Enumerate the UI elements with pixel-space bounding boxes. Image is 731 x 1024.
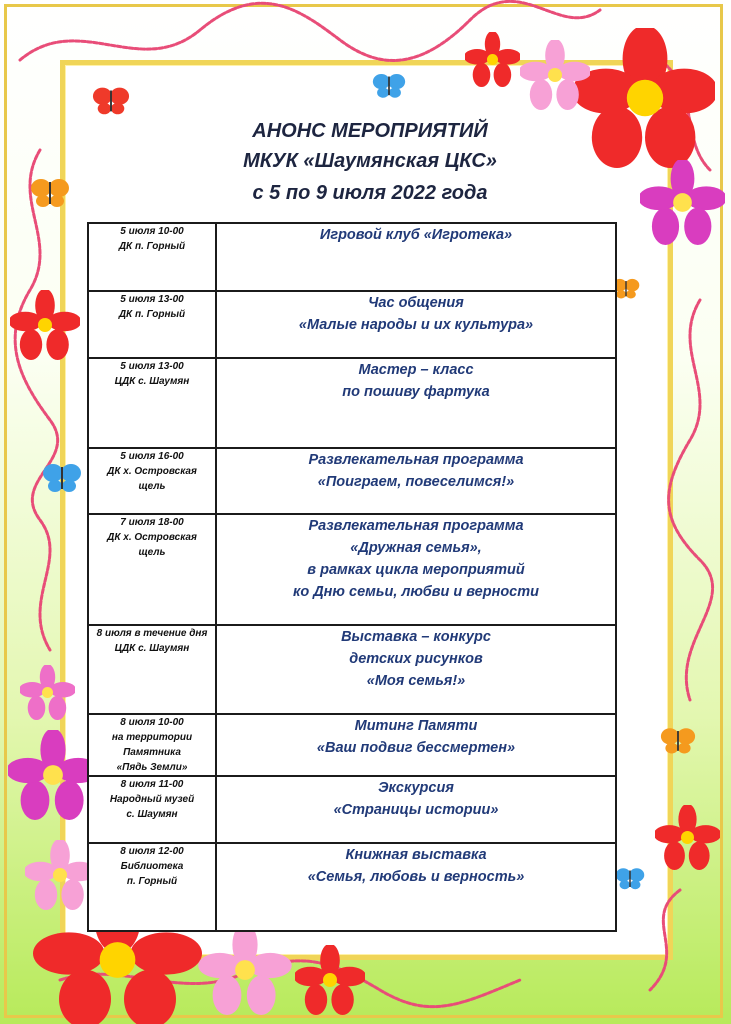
event-row <box>88 291 616 358</box>
event-row <box>88 625 616 714</box>
event-when <box>88 448 216 514</box>
event-subtitle: «Малые народы и их культура» <box>298 317 534 333</box>
event-what <box>216 223 616 291</box>
flower-icon <box>655 805 720 870</box>
event-row <box>88 223 616 291</box>
event-venue: с. Шаумян <box>126 809 178 820</box>
event-what <box>216 358 616 448</box>
event-when <box>88 223 216 291</box>
event-subtitle: ко Дню семьи, любви и верности <box>292 584 540 600</box>
event-venue: щель <box>138 547 166 558</box>
event-venue: «Пядь Земли» <box>116 762 188 773</box>
event-date: 5 июля 13-00 <box>120 294 184 305</box>
event-when <box>88 714 216 776</box>
event-date: 8 июля в течение дня <box>96 628 208 639</box>
event-venue: Библиотека <box>120 861 184 872</box>
butterfly-icon <box>615 862 645 894</box>
event-what <box>216 448 616 514</box>
event-subtitle: «Страницы истории» <box>333 802 499 818</box>
event-what <box>216 714 616 776</box>
event-venue: ДК х. Островская <box>107 532 197 543</box>
event-subtitle: «Ваш подвиг бессмертен» <box>316 740 516 756</box>
events-table <box>87 222 617 932</box>
event-what <box>216 291 616 358</box>
event-venue: ЦДК с. Шаумян <box>114 376 190 387</box>
event-row <box>88 448 616 514</box>
butterfly-icon <box>30 175 70 209</box>
flower-icon <box>465 32 520 87</box>
event-subtitle: «Поиграем, повеселимся!» <box>317 474 515 490</box>
event-venue: ДК п. Горный <box>118 241 186 252</box>
event-venue: ДК п. Горный <box>118 309 186 320</box>
butterfly-icon <box>660 725 696 755</box>
event-what <box>216 625 616 714</box>
title-line-1: АНОНС МЕРОПРИЯТИЙ <box>252 120 488 142</box>
event-subtitle: «Дружная семья», <box>350 540 482 556</box>
event-what <box>216 776 616 843</box>
event-title: Книжная выставка <box>345 847 487 863</box>
event-title: Час общения <box>368 295 464 311</box>
event-date: 8 июля 10-00 <box>120 717 184 728</box>
event-row <box>88 358 616 448</box>
flower-icon <box>20 665 75 720</box>
butterfly-icon <box>372 70 406 100</box>
event-row <box>88 843 616 931</box>
flower-icon <box>520 40 590 110</box>
event-subtitle: детских рисунков <box>349 651 483 667</box>
event-subtitle: по пошиву фартука <box>342 384 490 400</box>
event-date: 8 июля 11-00 <box>120 779 184 790</box>
event-title: Выставка – конкурс <box>341 629 491 645</box>
event-date: 8 июля 12-00 <box>120 846 184 857</box>
event-title: Игровой клуб «Игротека» <box>319 227 513 243</box>
event-title: Митинг Памяти <box>354 718 478 734</box>
butterfly-icon <box>42 460 82 494</box>
event-row <box>88 714 616 776</box>
flower-icon <box>295 945 365 1015</box>
event-date: 5 июля 16-00 <box>120 451 184 462</box>
event-date: 5 июля 10-00 <box>120 226 184 237</box>
event-date: 5 июля 13-00 <box>120 361 184 372</box>
event-venue: на территории <box>111 732 193 743</box>
flower-icon <box>10 290 80 360</box>
event-when <box>88 625 216 714</box>
event-title: Экскурсия <box>378 780 454 796</box>
title-line-2: МКУК «Шаумянская ЦКС» <box>243 150 497 172</box>
event-subtitle: «Семья, любовь и верность» <box>307 869 525 885</box>
event-when <box>88 291 216 358</box>
event-what <box>216 514 616 625</box>
event-when <box>88 776 216 843</box>
flower-icon <box>8 730 98 820</box>
flower-icon <box>640 160 725 245</box>
event-row <box>88 514 616 625</box>
event-when <box>88 358 216 448</box>
butterfly-icon <box>92 84 130 116</box>
event-subtitle: «Моя семья!» <box>366 673 466 689</box>
title-dates: с 5 по 9 июля 2022 года <box>252 182 488 204</box>
flower-icon <box>195 925 295 1015</box>
event-venue: Памятника <box>123 747 181 758</box>
event-date: 7 июля 18-00 <box>120 517 184 528</box>
event-when <box>88 514 216 625</box>
event-title: Мастер – класс <box>358 362 474 378</box>
event-venue: щель <box>138 481 166 492</box>
event-row <box>88 776 616 843</box>
event-what <box>216 843 616 931</box>
event-title: Развлекательная программа <box>308 518 524 534</box>
event-venue: п. Горный <box>126 876 178 887</box>
event-when <box>88 843 216 931</box>
event-subtitle: в рамках цикла мероприятий <box>307 562 525 578</box>
event-title: Развлекательная программа <box>308 452 524 468</box>
event-venue: Народный музей <box>109 794 195 805</box>
event-venue: ЦДК с. Шаумян <box>114 643 190 654</box>
event-venue: ДК х. Островская <box>107 466 197 477</box>
